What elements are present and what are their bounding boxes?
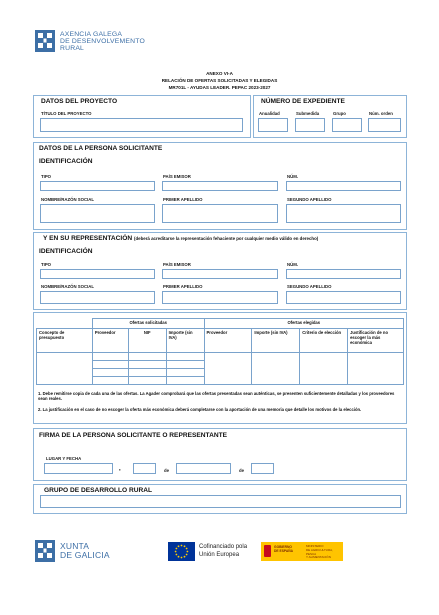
gob-text	[274, 545, 293, 553]
applicant-apellido2-label: SEGUNDO APELLIDO	[287, 197, 332, 202]
note-1: 1. Debe remitirse copia de cada una de las ofertas. La Agader comprobará que las ofertas presentadas sean auténticas, se presenten suficientemente detalladas y los proveedores sean reales.	[38, 391, 395, 402]
agency-line-1: AXENCIA GALEGA	[60, 31, 123, 38]
agency-name	[60, 31, 145, 52]
offers-corner	[37, 319, 93, 329]
applicant-identification: IDENTIFICACIÓN	[39, 158, 93, 165]
annex-title: ANEXO VI-A	[206, 71, 233, 76]
agency-line-3: RURAL	[60, 45, 85, 53]
rep-num-label: NÚM.	[287, 262, 298, 267]
form-subtitle: MR701L - AYUDAS LEADER. PEPAC 2023-2027	[168, 85, 271, 90]
representative-note: (deberá acreditarse la representación fehaciente por cualquier medio válido en derecho)	[134, 236, 319, 241]
lugar-field[interactable]	[44, 463, 113, 474]
eu-flag	[168, 542, 195, 561]
applicant-nombre-label: NOMBRE/RAZÓN SOCIAL	[41, 197, 94, 202]
importe-cell[interactable]	[166, 377, 204, 385]
importe-cell[interactable]	[166, 353, 204, 361]
submedida-field[interactable]	[295, 118, 325, 132]
proveedor-header: Proveedor	[92, 329, 128, 353]
applicant-apellido1-label: PRIMER APELLIDO	[163, 197, 203, 202]
rural-group-field[interactable]	[40, 495, 401, 508]
ministry-line-3: Y ALIMENTACIÓN	[306, 555, 331, 560]
gob-line-1: GOBIERNO	[274, 545, 292, 549]
anualidad-field[interactable]	[258, 118, 288, 132]
gob-line-2: DE ESPAÑA	[274, 549, 293, 554]
rep-num-field[interactable]	[286, 269, 401, 279]
proveedor-chosen-header: Proveedor	[204, 329, 252, 353]
rep-apellido2-label: SEGUNDO APELLIDO	[287, 284, 332, 289]
eu-line-1: Cofinanciado pola	[199, 544, 248, 550]
representative-identification: IDENTIFICACIÓN	[39, 248, 93, 255]
ministry-line-2: DE AGRICULTURA, PESCA	[306, 547, 333, 556]
spain-coat-icon	[264, 545, 271, 557]
agency-line-2: DE DESENVOLVEMENTO	[60, 38, 145, 46]
nif-header: NIF	[128, 329, 166, 353]
anualidad-label: Anualidad	[259, 111, 280, 116]
project-title-field[interactable]	[40, 118, 243, 132]
representative-heading	[43, 235, 318, 242]
rural-group-heading: GRUPO DE DESARROLLO RURAL	[44, 487, 153, 494]
rep-pais-field[interactable]	[162, 269, 278, 279]
rep-apellido1-label: PRIMER APELLIDO	[163, 284, 203, 289]
proveedor-cell[interactable]	[92, 353, 128, 361]
applicant-tipo-label: TIPO	[41, 174, 52, 179]
num-orden-field[interactable]	[368, 118, 401, 132]
xunta-line-2: DE GALICIA	[60, 550, 110, 561]
nif-cell[interactable]	[128, 361, 166, 369]
grupo-field[interactable]	[332, 118, 362, 132]
day-field[interactable]	[133, 463, 156, 474]
rep-tipo-label: TIPO	[41, 262, 52, 267]
submedida-label: Submedida	[296, 111, 320, 116]
importe-cell[interactable]	[166, 369, 204, 377]
rep-pais-label: PAÍS EMISOR	[163, 262, 191, 267]
rep-nombre-field[interactable]	[40, 291, 155, 304]
criterio-header: Criterio de elección	[300, 329, 348, 353]
importe-chosen-cell[interactable]	[252, 353, 300, 385]
representative-heading-text: Y EN SU REPRESENTACIÓN	[43, 235, 133, 242]
proveedor-cell[interactable]	[92, 369, 128, 377]
applicant-num-field[interactable]	[286, 181, 401, 191]
project-heading: DATOS DEL PROYECTO	[41, 98, 118, 105]
importe-cell[interactable]	[166, 361, 204, 369]
offers-group-row	[37, 319, 404, 329]
importe-header: Importe (sin IVA)	[166, 329, 204, 353]
ministry-text	[306, 545, 343, 560]
ministry-line-1: MINISTERIO	[306, 544, 324, 548]
applicant-tipo-field[interactable]	[40, 181, 155, 191]
grupo-label: Grupo	[333, 111, 346, 116]
rep-apellido1-field[interactable]	[162, 291, 278, 304]
applicant-num-label: NÚM.	[287, 174, 298, 179]
project-title-label: TÍTULO DEL PROYECTO	[41, 111, 92, 116]
proveedor-chosen-cell[interactable]	[204, 353, 252, 385]
nif-cell[interactable]	[128, 369, 166, 377]
applicant-heading: DATOS DE LA PERSONA SOLICITANTE	[39, 145, 163, 152]
agader-emblem-icon	[35, 30, 55, 52]
rep-apellido2-field[interactable]	[286, 291, 401, 304]
concepto-header: Concepto de presupuesto	[37, 329, 93, 353]
criterio-cell[interactable]	[300, 353, 348, 385]
rep-nombre-label: NOMBRE/RAZÓN SOCIAL	[41, 284, 94, 289]
agader-logo	[35, 30, 55, 52]
applicant-pais-label: PAÍS EMISOR	[163, 174, 191, 179]
offers-row[interactable]	[37, 353, 404, 361]
nif-cell[interactable]	[128, 353, 166, 361]
xunta-line-1: XUNTA	[60, 541, 90, 551]
num-orden-label: Núm. orden	[369, 111, 393, 116]
rep-tipo-field[interactable]	[40, 269, 155, 279]
xunta-logo	[35, 540, 55, 562]
eu-stars-icon	[168, 542, 195, 561]
signature-heading: FIRMA DE LA PERSONA SOLICITANTE O REPRESENTANTE	[39, 432, 228, 439]
de-label-2: de	[239, 468, 245, 473]
nif-cell[interactable]	[128, 377, 166, 385]
importe-chosen-header: Importe (sin IVA)	[252, 329, 300, 353]
applicant-pais-field[interactable]	[162, 181, 278, 191]
form-title: RELACIÓN DE OFERTAS SOLICITADAS Y ELEGIDAS	[161, 78, 278, 83]
de-label-1: de	[164, 468, 170, 473]
applicant-apellido1-field[interactable]	[162, 204, 278, 223]
year-field[interactable]	[251, 463, 274, 474]
xunta-name	[60, 542, 110, 561]
proveedor-cell[interactable]	[92, 377, 128, 385]
offers-requested-header: Ofertas solicitadas	[92, 319, 204, 329]
eu-text	[199, 544, 247, 560]
applicant-apellido2-field[interactable]	[286, 204, 401, 223]
concepto-cell[interactable]	[37, 353, 93, 385]
proveedor-cell[interactable]	[92, 361, 128, 369]
spain-government-logo	[261, 542, 343, 561]
month-field[interactable]	[176, 463, 231, 474]
justificacion-cell[interactable]	[348, 353, 404, 385]
offers-chosen-header: Ofertas elegidas	[204, 319, 403, 329]
note-2: 2. La justificación en el caso de no escoger la oferta más económica deberá completarse con la aportación de una memoria que detalle los motivos de la elección.	[38, 407, 362, 412]
offers-table	[36, 318, 404, 385]
eu-line-2: Unión Europea	[199, 551, 240, 558]
expedient-heading: NÚMERO DE EXPEDIENTE	[261, 98, 345, 105]
applicant-nombre-field[interactable]	[40, 204, 155, 223]
justificacion-header: Justificación de no escoger la más económica	[348, 329, 404, 353]
date-comma: ,	[119, 466, 121, 472]
xunta-emblem-icon	[35, 540, 55, 562]
offers-header-row	[37, 329, 404, 353]
lugar-fecha-label: LUGAR Y FECHA	[46, 456, 82, 461]
